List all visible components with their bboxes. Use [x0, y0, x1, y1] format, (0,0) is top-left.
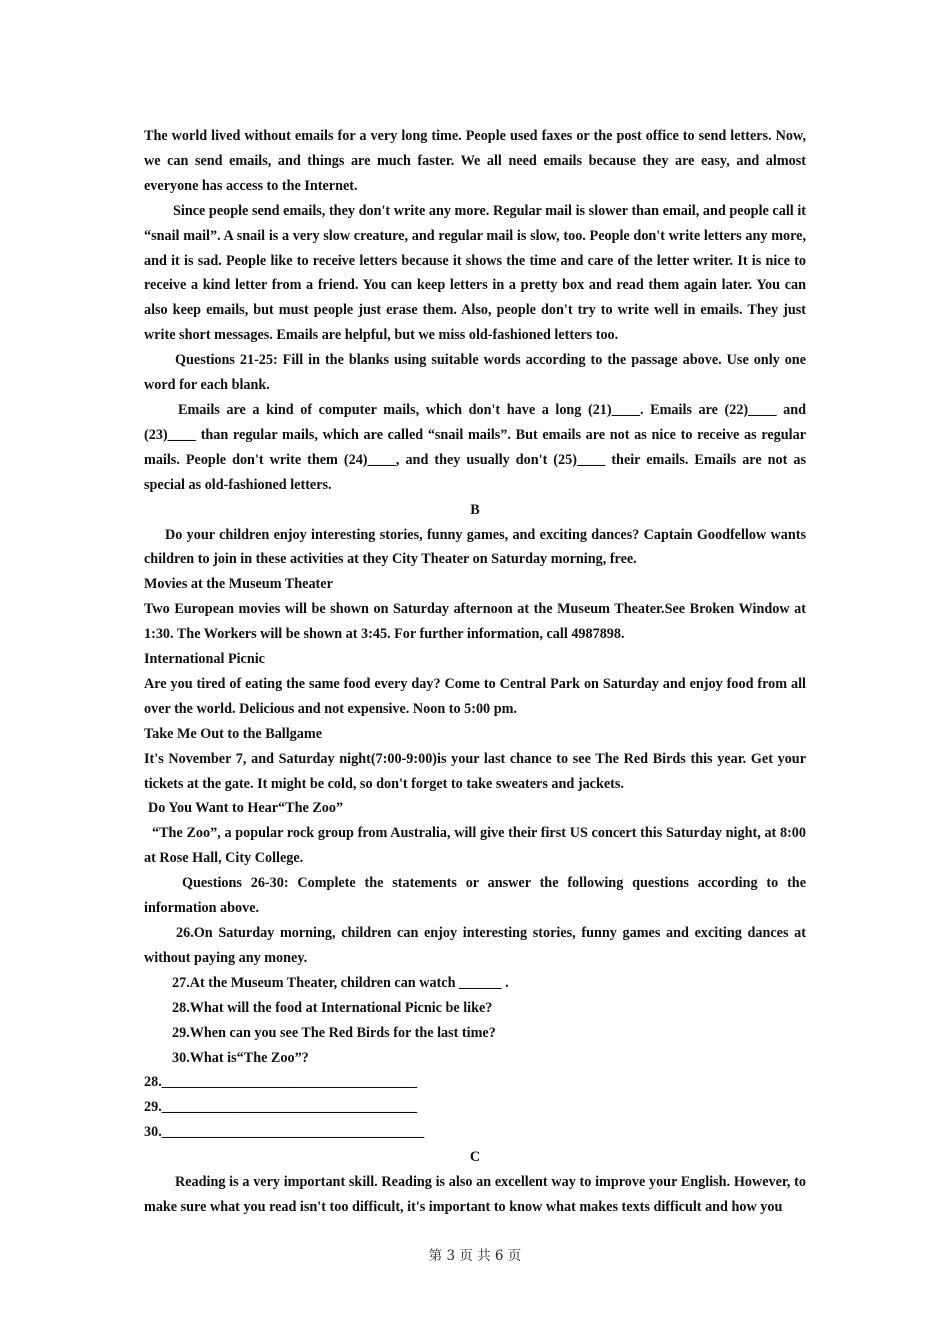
ad-body-zoo: “The Zoo”, a popular rock group from Australia, will give their first US concert this Saturday night, at 8:00 at Rose Hall, City College. — [144, 825, 806, 867]
ad-title-ballgame: Take Me Out to the Ballgame — [144, 725, 322, 742]
passage-c-paragraph-1: Reading is a very important skill. Reading is also an excellent way to improve your English. However, to make sure what you read isn't too difficult, it's important to know what makes texts difficult and how you — [144, 1174, 806, 1215]
fill-in-blanks-summary: Emails are a kind of computer mails, which don't have a long (21)____. Emails are (22)____ and (23)____ than regular mails, which are called “snail mails”. But emails are not as nice to receive as regular mails. People don't write them (24)____, and they usually don't (25)____ their emails. Emails are not as special as old-fashioned letters. — [144, 401, 806, 493]
section-b-heading: B — [470, 501, 480, 518]
questions-26-30-instructions: Questions 26-30: Complete the statements or answer the following questions according to the information above. — [144, 875, 806, 917]
page-number-footer: 第 3 页 共 6 页 — [428, 1248, 522, 1264]
passage-a-paragraph-1: The world lived without emails for a very long time. People used faxes or the post office to send letters. Now, we can send emails, and things are much faster. We all need emails because they are easy, and almost everyone has access to the Internet. — [144, 128, 806, 194]
ad-body-movies: Two European movies will be shown on Saturday afternoon at the Museum Theater.See Broken Window at 1:30. The Workers will be shown at 3:45. For further information, call 4987898. — [144, 601, 806, 643]
ad-body-picnic: Are you tired of eating the same food every day? Come to Central Park on Saturday and enjoy food from all over the world. Delicious and not expensive. Noon to 5:00 pm. — [144, 675, 806, 717]
question-28: 28.What will the food at International Picnic be like? — [172, 999, 493, 1016]
question-27: 27.At the Museum Theater, children can watch ______ . — [172, 974, 509, 991]
question-30: 30.What is“The Zoo”? — [172, 1049, 309, 1066]
ad-title-picnic: International Picnic — [144, 651, 265, 668]
answer-line-29: 29.____________________________________ — [144, 1099, 418, 1116]
passage-b-intro: Do your children enjoy interesting stories, funny games, and exciting dances? Captain Goodfellow wants children to join in these activities at they City Theater on Saturday morning, free. — [144, 526, 806, 568]
ad-title-movies: Movies at the Museum Theater — [144, 576, 333, 593]
section-c-heading: C — [469, 1149, 481, 1166]
document-page — [144, 124, 806, 1220]
question-26: 26.On Saturday morning, children can enjoy interesting stories, funny games and exciting dances at without paying any money. — [144, 925, 806, 966]
question-29: 29.When can you see The Red Birds for the last time? — [172, 1024, 496, 1041]
passage-a-paragraph-2: Since people send emails, they don't write any more. Regular mail is slower than email, and people call it “snail mail”. A snail is a very slow creature, and regular mail is slow, too. People don't write letters any more, and it is sad. People like to receive letters because it shows the time and care of the letter writer. It is nice to receive a kind letter from a friend. You can keep letters in a pretty box and read them again later. You can also keep emails, but must people just erase them. Also, people don't try to write well in emails. They just write short messages. Emails are helpful, but we miss old-fashioned letters too. — [144, 202, 806, 344]
answer-line-28: 28.____________________________________ — [144, 1074, 418, 1091]
ad-body-ballgame: It's November 7, and Saturday night(7:00-9:00)is your last chance to see The Red Birds this year. Get your tickets at the gate. It might be cold, so don't forget to take sweaters and jackets. — [144, 750, 806, 792]
questions-21-25-instructions: Questions 21-25: Fill in the blanks using suitable words according to the passage above. Use only one word for each blank. — [144, 352, 806, 394]
ad-title-zoo: Do You Want to Hear“The Zoo” — [148, 800, 344, 817]
answer-line-30: 30._____________________________________ — [144, 1124, 425, 1141]
